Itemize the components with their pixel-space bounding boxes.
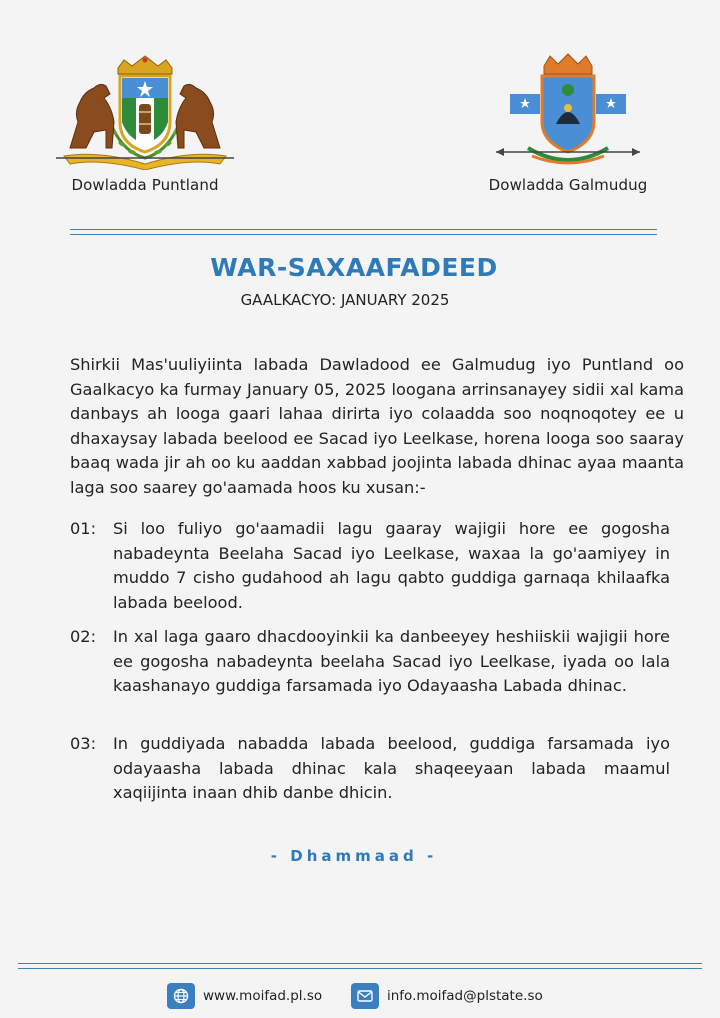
list-item [70,732,670,806]
footer-divider-top [18,963,702,964]
footer-divider-bottom [18,968,702,969]
puntland-emblem-block [50,52,240,194]
list-item [70,625,670,699]
dateline: GAALKACYO: JANUARY 2025 [240,291,450,309]
closing-mark: - Dhammaad - [270,847,438,865]
footer-website[interactable] [167,983,322,1009]
puntland-coat-of-arms-icon [50,52,240,170]
list-item-number: 03: [70,734,97,753]
puntland-government-label: Dowladda Puntland [71,176,219,194]
list-item-text: In xal laga gaaro dhacdooyinkii ka danbeeyey heshiiskii wajigii hore ee gogosha nabadeynta beelaha Sacad iyo Leelkase, iyada oo lala kaashanayo guddiga farsamada iyo Odayaasha Labada dhinac. [113,627,670,695]
list-item-number: 02: [70,627,97,646]
website-link[interactable]: www.moifad.pl.so [203,988,323,1004]
header-divider-bottom [70,234,657,235]
list-item-text: In guddiyada nabadda labada beelood, guddiga farsamada iyo odayaasha labada dhinac kala shaqeeyaan labada maamul xaqiijinta inaan dhib danbe dhicin. [113,734,670,802]
list-item-number: 01: [70,519,97,538]
header-divider-top [70,229,657,230]
footer-email[interactable] [351,983,543,1009]
email-link[interactable]: info.moifad@plstate.so [387,988,543,1004]
galmudug-emblem-block [478,52,658,194]
list-item [70,517,670,615]
envelope-icon [351,983,379,1009]
document-title: WAR-SAXAAFADEED [210,253,498,282]
intro-paragraph: Shirkii Mas'uuliyiinta labada Dawladood ee Galmudug iyo Puntland oo Gaalkacyo ka furmay January 05, 2025 loogana arrinsanayey sidii xal kama danbays ah looga gaari lahaa dirirta iyo colaadda soo noqnoqotey ee u dhaxaysay labada beelood ee Sacad iyo Leelkase, horena looga soo saaray baaq wada jir ah oo ku aaddan xabbad joojinta labada dhinac ayaa maanta laga soo saarey go'aamada hoos ku xusan:- [70,355,684,497]
globe-icon [167,983,195,1009]
galmudug-government-label: Dowladda Galmudug [488,176,648,194]
galmudug-coat-of-arms-icon [488,52,648,170]
list-item-text: Si loo fuliyo go'aamadii lagu gaaray wajigii hore ee gogosha nabadeynta Beelaha Sacad iyo Leelkase, waxaa la go'aamiyey in muddo 7 cisho gudahood ah lagu qabto guddiga garnaqa khilaafka labada beelood. [113,519,670,612]
